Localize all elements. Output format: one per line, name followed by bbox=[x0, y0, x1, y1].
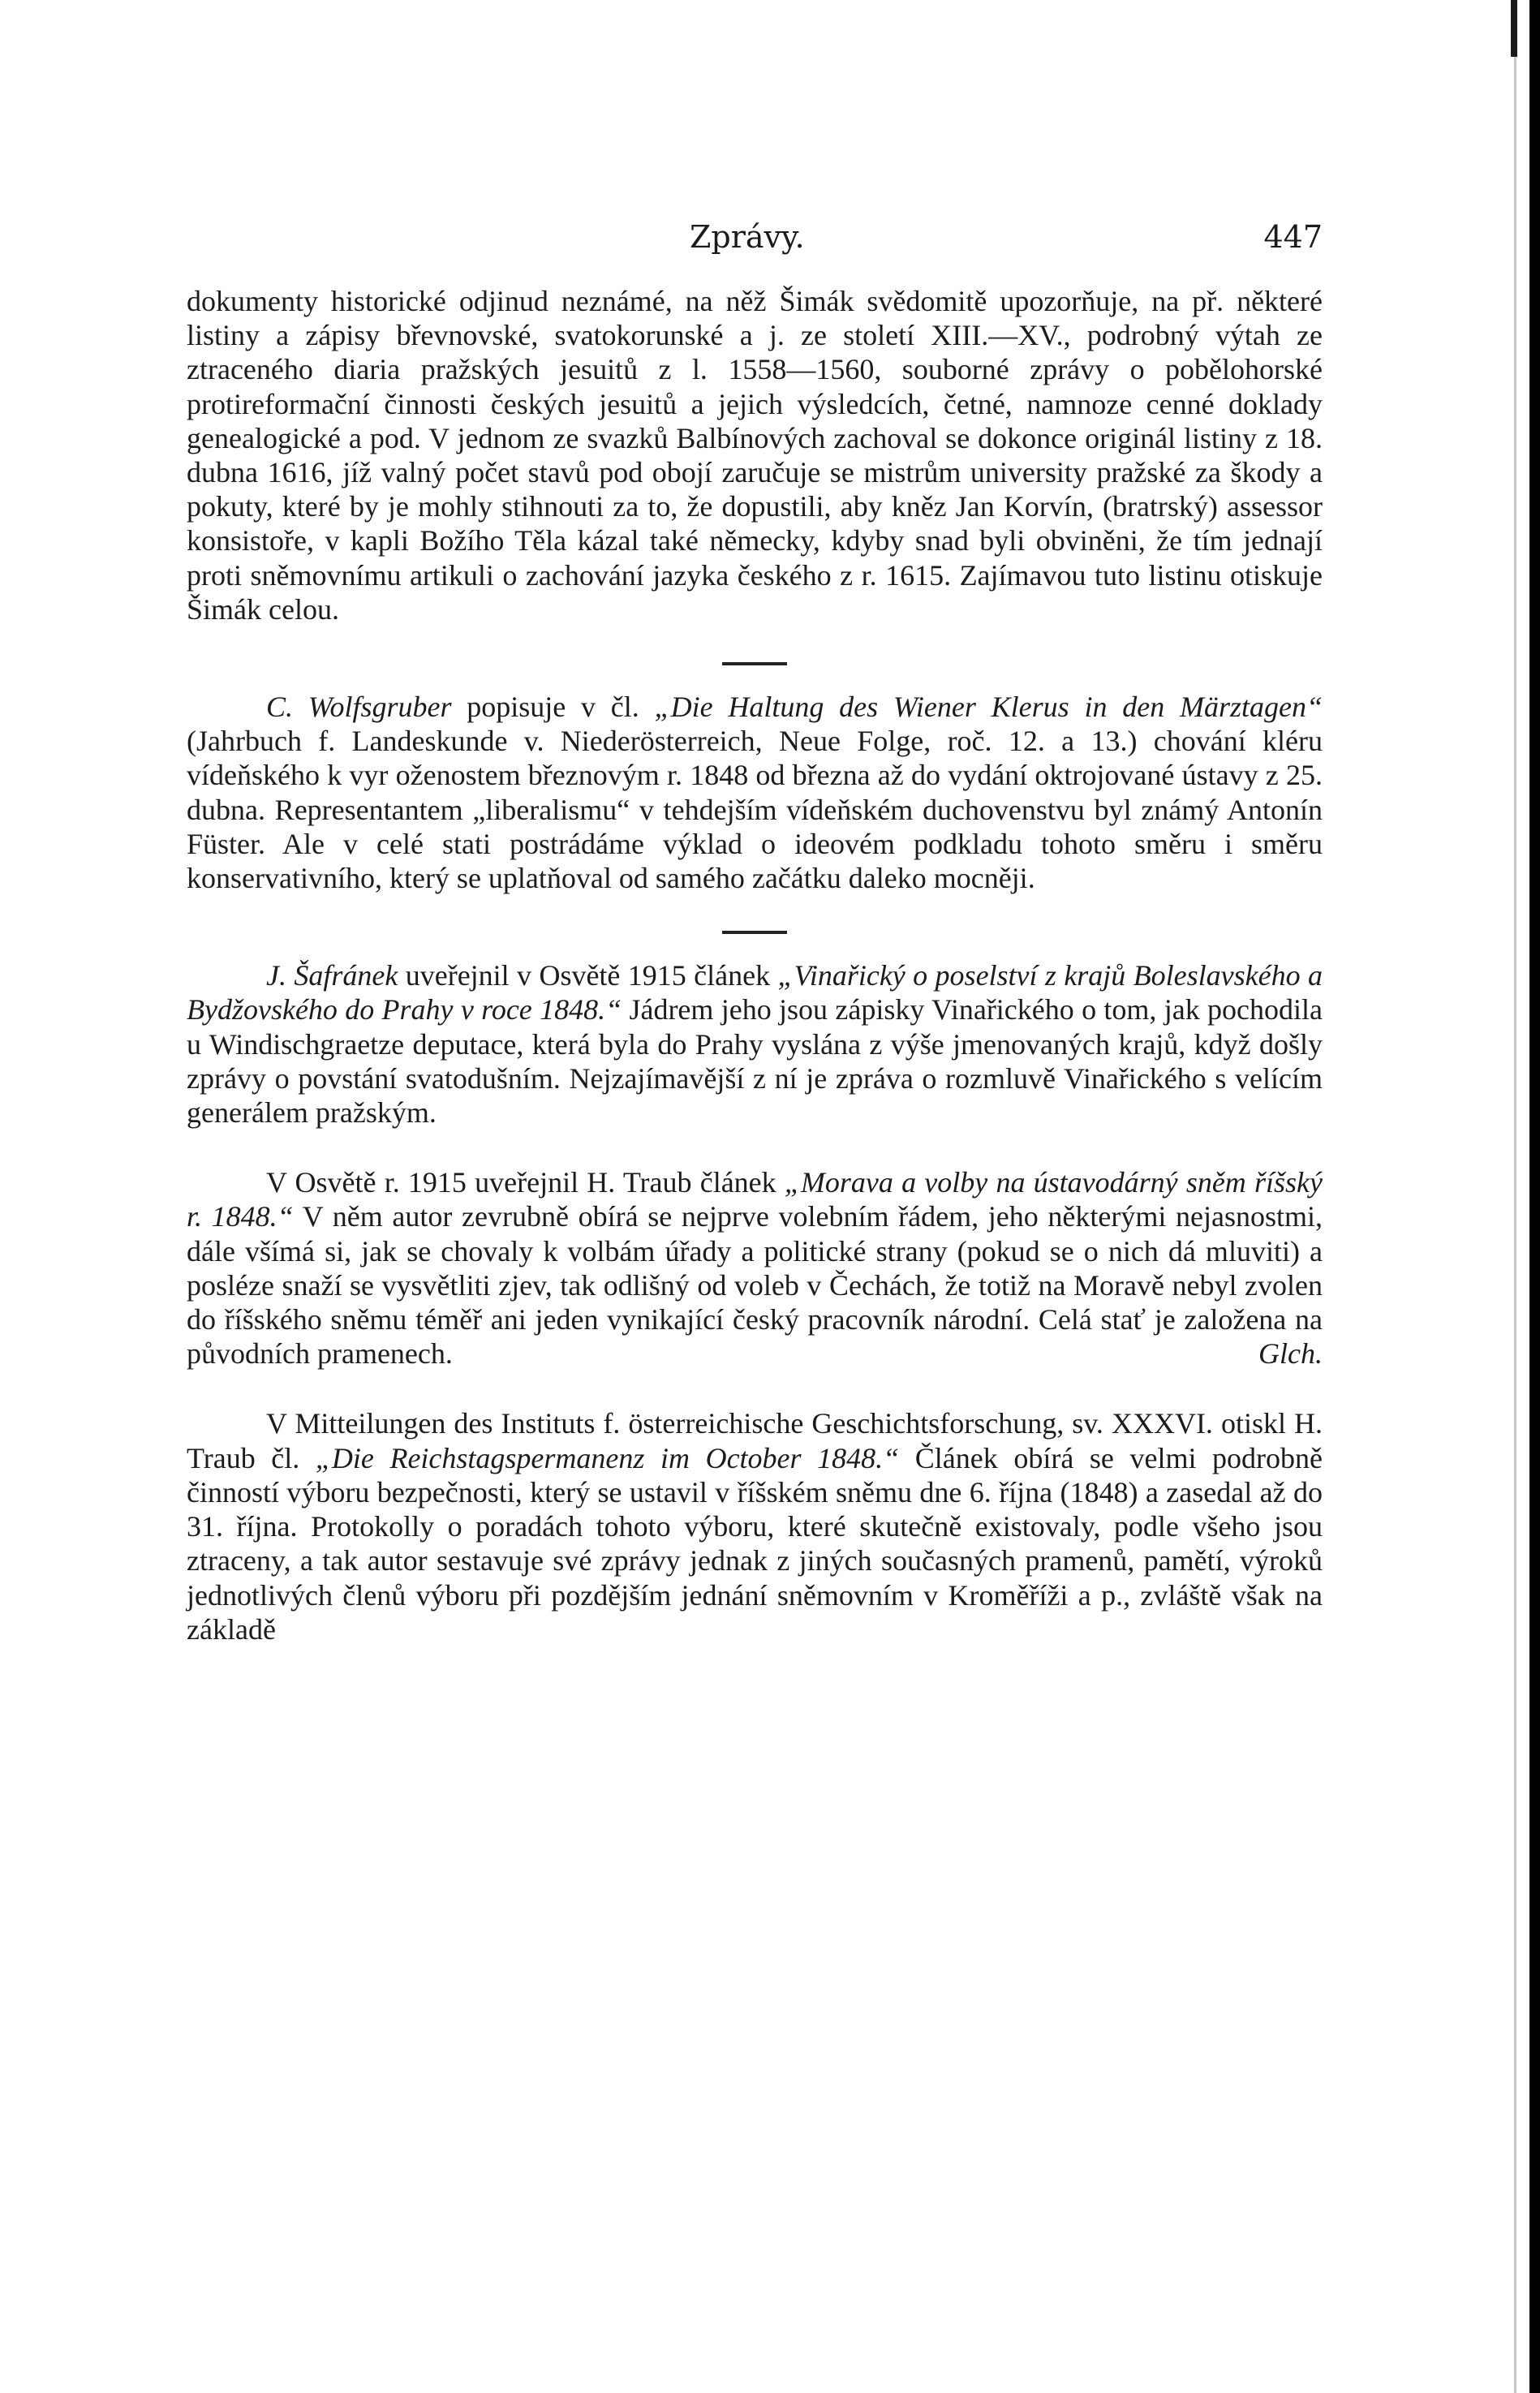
paragraph-text: uveřejnil v Osvětě 1915 článek bbox=[398, 959, 778, 992]
paragraph-text: Článek obírá se velmi podrobně činností výboru bezpečnosti, který se ustavil v říšském sněmu dne 6. října (1848) a zasedal až do 31. října. Protokolly o poradách tohoto výboru, které skutečně existovaly, podle všeho jsou ztraceny, a tak autor sestavuje své zprávy jednak z jiných současných pramenů, pamětí, výroků jednotlivých členů výboru při pozdějším jednání sněmovním v Kroměříži a p., zvláště však na základě bbox=[187, 1441, 1323, 1646]
paragraph-1: dokumenty historické odjinud neznámé, na něž Šimák svědomitě upozorňuje, na př. některé listiny a zápisy břevnovské, svatokorunské a j. ze století XIII.—XV., podrobný výtah ze ztraceného diaria pražských jesuitů z l. 1558—1560, souborné zprávy o pobělohorské protireformační činnosti českých jesuitů a jejich výsledcích, četné, namnoze cenné doklady genealogické a pod. V jednom ze svazků Balbínových zachoval se dokonce originál listiny z 18. dubna 1616, jíž valný počet stavů pod obojí zaručuje se mistrům university pražské za škody a pokuty, které by je mohly stihnouti za to, že dopustili, aby kněz Jan Korvín, (bratrský) assessor konsistoře, v kapli Božího Těla kázal také německy, kdyby snad byli obviněni, že tím jednají proti sněmovnímu artikuli o zachování jazyka českého z r. 1615. Zajímavou tuto listinu otiskuje Šimák celou. bbox=[187, 285, 1323, 626]
paragraph-text: Jádrem jeho jsou zápisky Vinařického o tom, jak pochodila u Windischgraetze deputace, která byla do Prahy vyslána z výše jmenovaných krajů, když došly zprávy o povstání svatodušním. Nejzajímavější z ní je zpráva o rozmluvě Vinařického s velícím generálem pražským. bbox=[187, 993, 1323, 1130]
separator-rule bbox=[722, 931, 787, 934]
author-name: C. Wolfsgruber bbox=[266, 691, 452, 724]
article-title: „Morava a volby na ústavodárný sněm říšský r. 1848.“ bbox=[187, 1166, 1323, 1233]
author-name: J. Šafránek bbox=[266, 959, 398, 992]
scan-edge-line bbox=[1514, 0, 1516, 2393]
paragraph-wolfsgruber bbox=[187, 690, 1323, 895]
separator-rule bbox=[722, 662, 787, 665]
paragraph-text: V něm autor zevrubně obírá se nejprve volebním řádem, jeho některými nejasnostmi, dále všímá si, jak se chovaly k volbám úřady a politické strany (pokud se o nich dá mluviti) a posléze snaží se vysvětliti zjev, tak odlišný od voleb v Čechách, že totiž na Moravě nebyl zvolen do říšského sněmu téměř ani jeden vynikající český pracovník národní. Celá stať je založena na původních pramenech. bbox=[187, 1200, 1323, 1371]
running-title: Zprávy. bbox=[690, 219, 805, 255]
paragraph-text: V Osvětě r. 1915 uveřejnil H. Traub článek bbox=[266, 1166, 785, 1199]
paragraph-text: popisuje v čl. bbox=[451, 691, 655, 724]
paragraph-text: (Jahrbuch f. Landeskunde v. Niederösterreich, Neue Folge, roč. 12. a 13.) chování kléru vídeňského k vyr oženostem březnovým r. 1848 od března až do vydání oktrojované ústavy z 25. dubna. Representantem „liberalismu“ v tehdejším vídeňském duchovenstvu byl známý Antonín Füster. Ale v celé stati postrádáme výklad o ideovém podkladu tohoto směru i směru konservativního, který se uplatňoval od samého začátku daleko mocněji. bbox=[187, 725, 1323, 895]
page-number: 447 bbox=[1263, 219, 1323, 255]
article-title: „Die Reichstagspermanenz im October 1848.“ bbox=[315, 1441, 900, 1474]
paragraph-traub-osveta bbox=[187, 1165, 1323, 1371]
scan-edge-mark bbox=[1511, 0, 1517, 57]
author-signature: Glch. bbox=[1258, 1337, 1323, 1371]
paragraph-text: V Mitteilungen des Instituts f. österreichische Geschichtsforschung, sv. XXXVI. otiskl H. Traub čl. bbox=[187, 1407, 1323, 1474]
article-title: „Vinařický o poselství z krajů Boleslavského a Bydžovského do Prahy v roce 1848.“ bbox=[187, 959, 1323, 1026]
paragraph-safranek bbox=[187, 958, 1323, 1130]
page-body bbox=[187, 284, 1323, 1646]
article-title: „Die Haltung des Wiener Klerus in den Märztagen“ bbox=[654, 691, 1323, 724]
paragraph-traub-mitteilungen bbox=[187, 1406, 1323, 1646]
page-header bbox=[187, 219, 1323, 268]
